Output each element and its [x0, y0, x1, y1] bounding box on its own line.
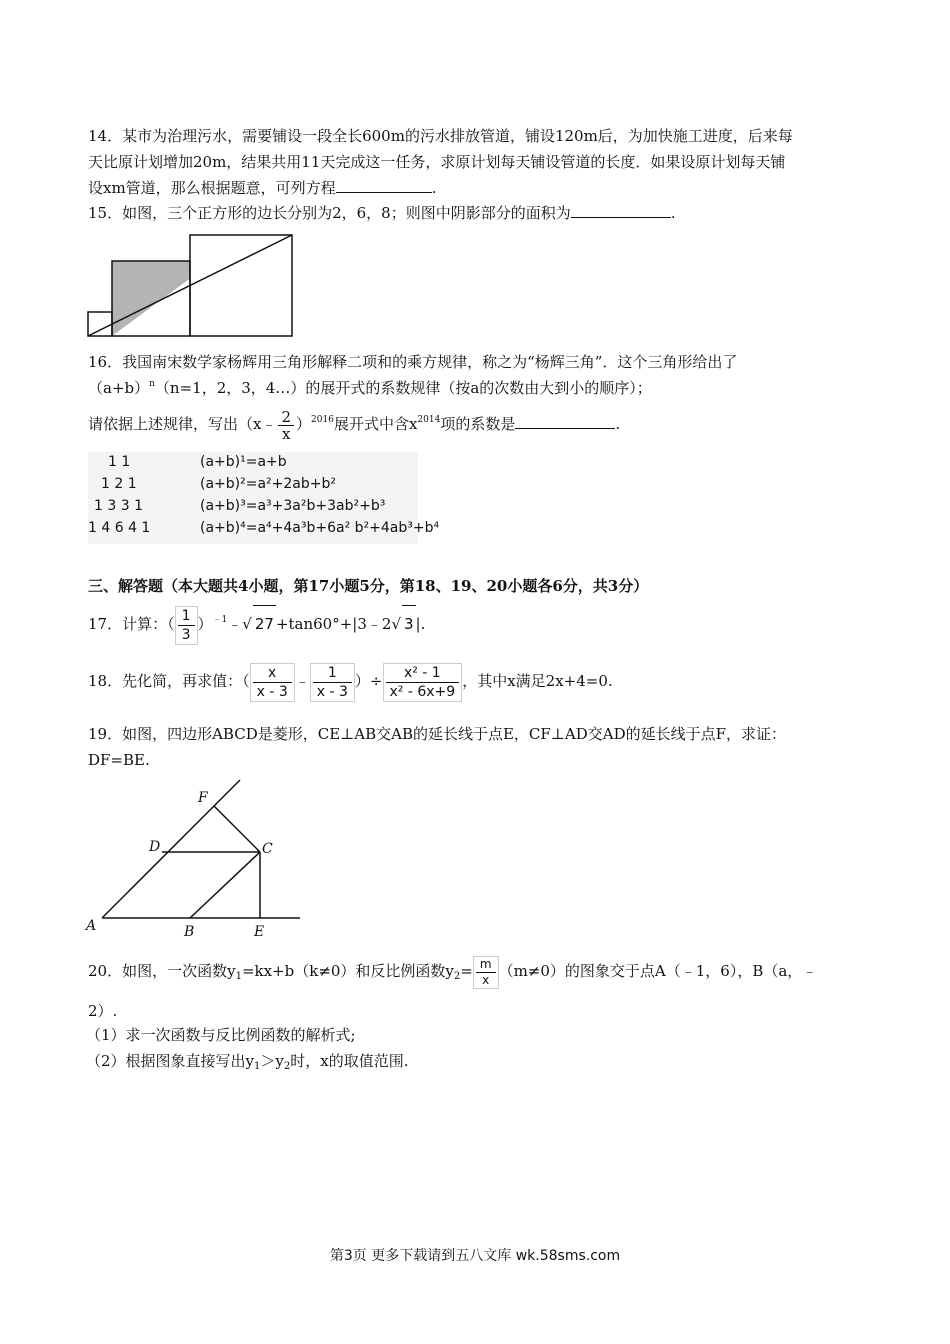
q17-question: [88, 605, 425, 645]
q16-line3-a: 请依据上述规律，写出（x﹣: [88, 415, 277, 433]
q14-answer-blank: [336, 178, 432, 193]
q16-line2: [88, 378, 652, 398]
pascal-expansion-2: (a+b)²=a²+2ab+b²: [200, 476, 336, 492]
q14-line3-text: 设xm管道，那么根据题意，可列方程: [88, 179, 336, 197]
q18-f3-den: x² - 6x+9: [386, 682, 460, 701]
q20-a: 20．如图，一次函数y: [88, 962, 236, 980]
q15-end: .: [670, 204, 676, 222]
q20-part2: [86, 1051, 409, 1071]
pascal-row-2: 1 2 1: [101, 476, 137, 492]
pascal-row-1: 1 1: [108, 454, 131, 470]
q17-sqrt1: 27: [253, 605, 276, 642]
q20-part2-a: （2）根据图象直接写出y: [86, 1052, 255, 1070]
q18-div: ）÷: [354, 672, 383, 690]
q18-label: 18．先化简，再求值：（: [88, 672, 250, 690]
q17-after: ）: [197, 615, 213, 633]
q20-part2-b: ＞y: [260, 1052, 284, 1070]
q19-label-E: E: [254, 924, 265, 940]
page-footer: 第3页 更多下载请到五八文库 wk.58sms.com: [329, 1248, 621, 1264]
q15-answer-blank: [571, 203, 671, 218]
q17-sqrt2: 3: [402, 605, 416, 642]
q16-line3-c: 展开式中含x: [333, 415, 418, 433]
q18-f1-num: x: [268, 664, 277, 681]
q17-mid: +tan60°+|3﹣2: [275, 615, 392, 633]
q14-line2: 天比原计划增加20m，结果共用11天完成这一任务，求原计划每天铺设管道的长度．如果设原计划每天铺: [88, 153, 786, 171]
q18-fraction-3: [383, 663, 463, 702]
q16-frac-num: 2: [281, 407, 292, 426]
q16-power2: 2014: [417, 415, 441, 425]
pascal-row-4: 1 4 6 4 1: [88, 520, 151, 536]
q19-line-AF: [102, 780, 240, 918]
q19-line2: DF=BE.: [88, 751, 150, 769]
q20-sub2: 2: [453, 971, 461, 982]
q20-line2: 2）.: [88, 1002, 118, 1020]
q17-minus: ﹣: [227, 615, 243, 633]
q20-c: =: [460, 962, 473, 980]
q16-power: 2016: [311, 415, 334, 425]
q15-squares-figure: [86, 233, 296, 339]
q18-minus: ﹣: [294, 672, 310, 690]
q16-line1: 16．我国南宋数学家杨辉用三角形解释二项和的乘方规律，称之为“杨辉三角”．这个三角形给出了: [88, 353, 738, 371]
q18-tail: ，其中x满足2x+4=0.: [462, 672, 613, 690]
q20-part2-sub2: 2: [283, 1061, 291, 1072]
q20-d: （m≠0）的图象交于点A（﹣1，6），B（a，﹣: [498, 962, 818, 980]
q19-label-B: B: [184, 924, 195, 940]
q16-frac-den: x: [278, 425, 294, 442]
q15-square-large: [190, 235, 292, 336]
q20-b: =kx+b（k≠0）和反比例函数y: [241, 962, 454, 980]
q20-frac-num: m: [479, 956, 492, 971]
pascal-expansion-1: (a+b)¹=a+b: [200, 454, 287, 470]
q20-part1: （1）求一次函数与反比例函数的解析式;: [86, 1026, 356, 1044]
q19-label-D: D: [149, 839, 161, 855]
pascal-expansion-4: (a+b)⁴=a⁴+4a³b+6a² b²+4ab³+b⁴: [200, 520, 440, 536]
q14-line1: 14．某市为治理污水，需要铺设一段全长600m的污水排放管道，铺设120m后，为加快施工进度，后来每: [88, 127, 793, 145]
q16-end: .: [615, 415, 621, 433]
q16-fraction: [278, 409, 294, 442]
q18-question: [88, 651, 613, 711]
q17-end: |.: [415, 615, 426, 633]
q17-sqrt1-sign: √: [242, 615, 252, 633]
q17-frac-num: 1: [181, 607, 191, 624]
q19-rhombus-figure: [84, 778, 304, 940]
q20-part2-sub1: 1: [254, 1061, 261, 1072]
q19-line1: 19．如图，四边形ABCD是菱形，CE⊥AB交AB的延长线于点E，CF⊥AD交AD的延长线于点F，求证：: [88, 725, 787, 743]
q15-shaded-region: [112, 261, 190, 336]
q16-line2-rest: （n=1，2，3，4…）的展开式的系数规律（按a的次数由大到小的顺序）；: [154, 379, 652, 397]
q14-line3: [88, 178, 436, 198]
q16-line3: [88, 407, 620, 442]
pascal-row-3: 1 3 3 1: [94, 498, 143, 514]
q18-f2-den: x - 3: [313, 682, 352, 701]
q16-answer-blank: [515, 414, 615, 429]
q16-ab: （a+b）: [88, 379, 150, 397]
q17-frac-den: 3: [178, 625, 195, 644]
q18-f2-num: 1: [327, 664, 337, 681]
pascal-expansion-3: (a+b)³=a³+3a²b+3ab²+b³: [200, 498, 386, 514]
q18-fraction-2: [310, 663, 355, 702]
q15-prefix: 15．如图，: [88, 204, 168, 222]
q19-label-F: F: [198, 790, 208, 806]
q14-end: .: [431, 179, 437, 197]
q19-line-BC: [190, 852, 260, 918]
q17-power: ﹣1: [212, 615, 228, 625]
q16-line3-b: ）: [296, 415, 312, 433]
q20-fraction: [473, 956, 499, 989]
q16-line3-d: 项的系数是: [440, 415, 516, 433]
q19-label-A: A: [86, 918, 97, 934]
q20-sub1: 1: [235, 971, 242, 982]
q15-text: 三个正方形的边长分别为2，6，8；则图中阴影部分的面积为: [167, 204, 571, 222]
q16-power-n: n: [149, 379, 155, 389]
q17-fraction: [175, 606, 198, 645]
q20-part2-c: 时，x的取值范围.: [290, 1052, 409, 1070]
q18-f1-den: x - 3: [253, 682, 292, 701]
q19-label-C: C: [262, 841, 273, 857]
q15-question: [88, 203, 676, 223]
q18-fraction-1: [250, 663, 295, 702]
pascal-triangle-figure: [88, 452, 440, 544]
q15-square-small: [88, 312, 112, 336]
section-3-heading: 三、解答题（本大题共4小题，第17小题5分，第18、19、20小题各6分，共3分）: [88, 577, 649, 595]
q19-line-FC: [214, 806, 260, 852]
q17-sqrt2-sign: √: [391, 615, 401, 633]
q20-line1: [88, 953, 817, 989]
q17-label: 17．计算：（: [88, 615, 175, 633]
q20-frac-den: x: [476, 972, 496, 988]
q18-f3-num: x² - 1: [403, 664, 441, 681]
